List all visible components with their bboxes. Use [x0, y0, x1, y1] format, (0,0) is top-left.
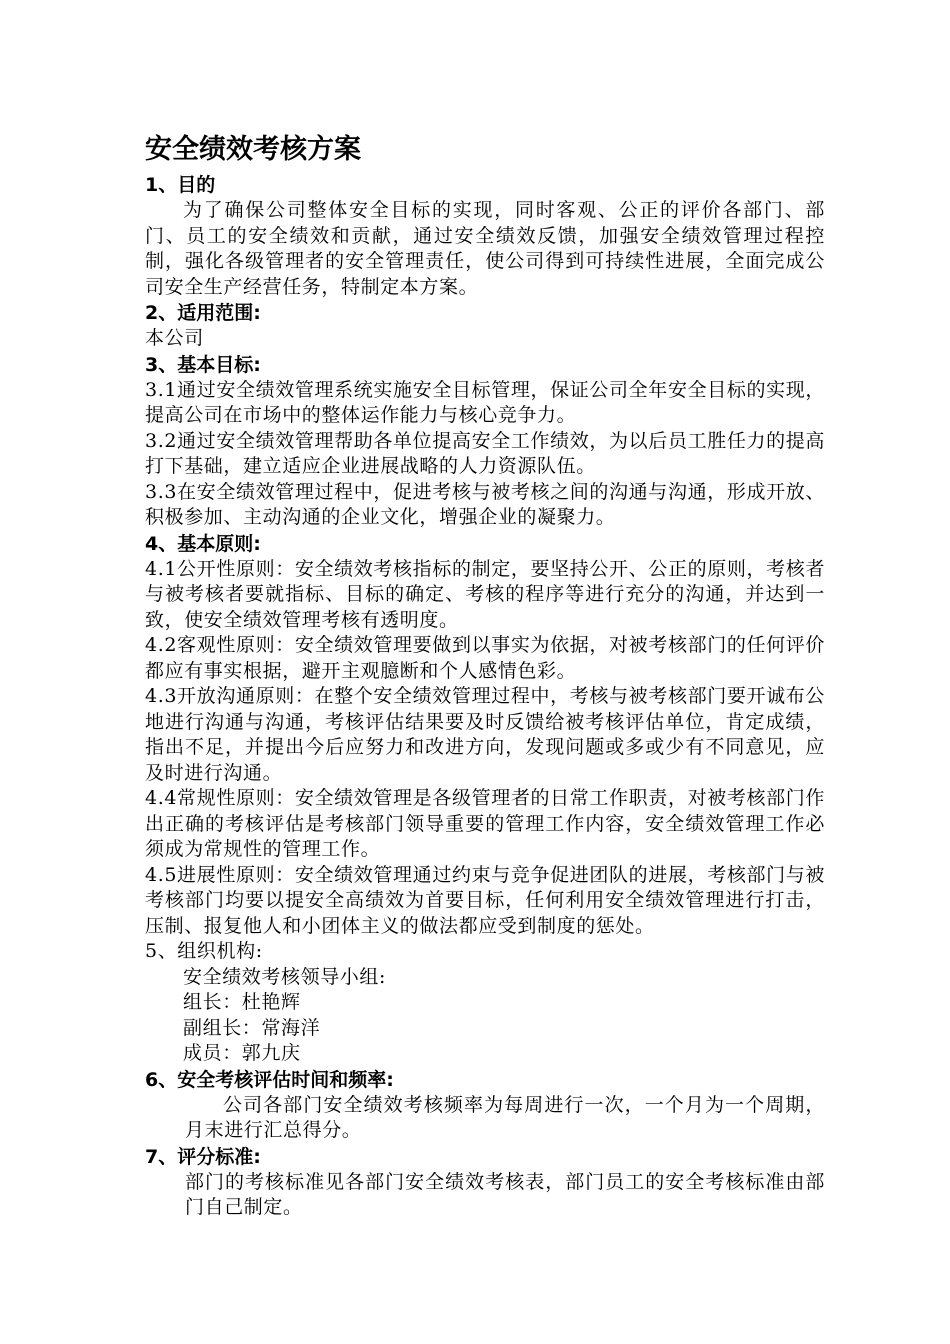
goal-item: 3.3在安全绩效管理过程中，促进考核与被考核之间的沟通与沟通，形成开放、积极参加、主动沟通的企业文化，增强企业的凝聚力。 — [145, 480, 825, 528]
paragraph-frequency: 公司各部门安全绩效考核频率为每周进行一次，一个月为一个周期，月末进行汇总得分。 — [185, 1093, 825, 1141]
document-page — [145, 128, 825, 1221]
principle-item: 4.4常规性原则：安全绩效管理是各级管理者的日常工作职责，对被考核部门作出正确的考核评估是考核部门领导重要的管理工作内容，安全绩效管理工作必须成为常规性的管理工作。 — [145, 787, 825, 860]
section-heading-frequency: 6、安全考核评估时间和频率: — [145, 1068, 394, 1091]
goal-item: 3.2通过安全绩效管理帮助各单位提高安全工作绩效，为以后员工胜任力的提高打下基础，建立适应企业进展战略的人力资源队伍。 — [145, 429, 825, 477]
principle-item: 4.2客观性原则：安全绩效管理要做到以事实为依据，对被考核部门的任何评价都应有事实根据，避开主观臆断和个人感情色彩。 — [145, 634, 825, 682]
section-heading-goals: 3、基本目标: — [145, 353, 261, 376]
principle-item: 4.3开放沟通原则：在整个安全绩效管理过程中，考核与被考核部门要开诚布公地进行沟通与沟通，考核评估结果要及时反馈给被考核评估单位，肯定成绩，指出不足，并提出今后应努力和改进方向，发现问题或多或少有不同意见，应及时进行沟通。 — [145, 685, 825, 784]
section-heading-scope: 2、适用范围: — [145, 302, 261, 324]
paragraph-purpose: 为了确保公司整体安全目标的实现，同时客观、公正的评价各部门、部门、员工的安全绩效和贡献，通过安全绩效反馈，加强安全绩效管理过程控制，强化各级管理者的安全管理责任，使公司得到可持续性进展，全面完成公司安全生产经营任务，特制定本方案。 — [145, 199, 825, 298]
paragraph-scope: 本公司 — [145, 327, 204, 349]
org-leader: 组长：杜艳辉 — [183, 991, 301, 1013]
org-member: 成员：郭九庆 — [183, 1042, 301, 1064]
org-group-name: 安全绩效考核领导小组: — [183, 965, 387, 988]
principle-item: 4.1公开性原则：安全绩效考核指标的制定，要坚持公开、公正的原则，考核者与被考核者要就指标、目标的确定、考核的程序等进行充分的沟通，并达到一致，使安全绩效管理考核有透明度。 — [145, 557, 825, 631]
document-title: 安全绩效考核方案 — [145, 134, 361, 165]
paragraph-scoring: 部门的考核标准见各部门安全绩效考核表，部门员工的安全考核标准由部门自己制定。 — [185, 1170, 825, 1218]
section-heading-scoring: 7、评分标准: — [145, 1145, 261, 1168]
org-deputy-leader: 副组长：常海洋 — [183, 1016, 321, 1039]
section-heading-organization: 5、组织机构: — [145, 940, 263, 962]
principle-item: 4.5进展性原则：安全绩效管理通过约束与竞争促进团队的进展，考核部门与被考核部门均要以提安全高绩效为首要目标，任何利用安全绩效管理进行打击，压制、报复他人和小团体主义的做法都应受到制度的惩处。 — [145, 863, 825, 937]
section-heading-principles: 4、基本原则: — [145, 532, 261, 555]
section-heading-purpose: 1、目的 — [145, 174, 216, 196]
goal-item: 3.1通过安全绩效管理系统实施安全目标管理，保证公司全年安全目标的实现，提高公司在市场中的整体运作能力与核心竞争力。 — [145, 378, 825, 426]
